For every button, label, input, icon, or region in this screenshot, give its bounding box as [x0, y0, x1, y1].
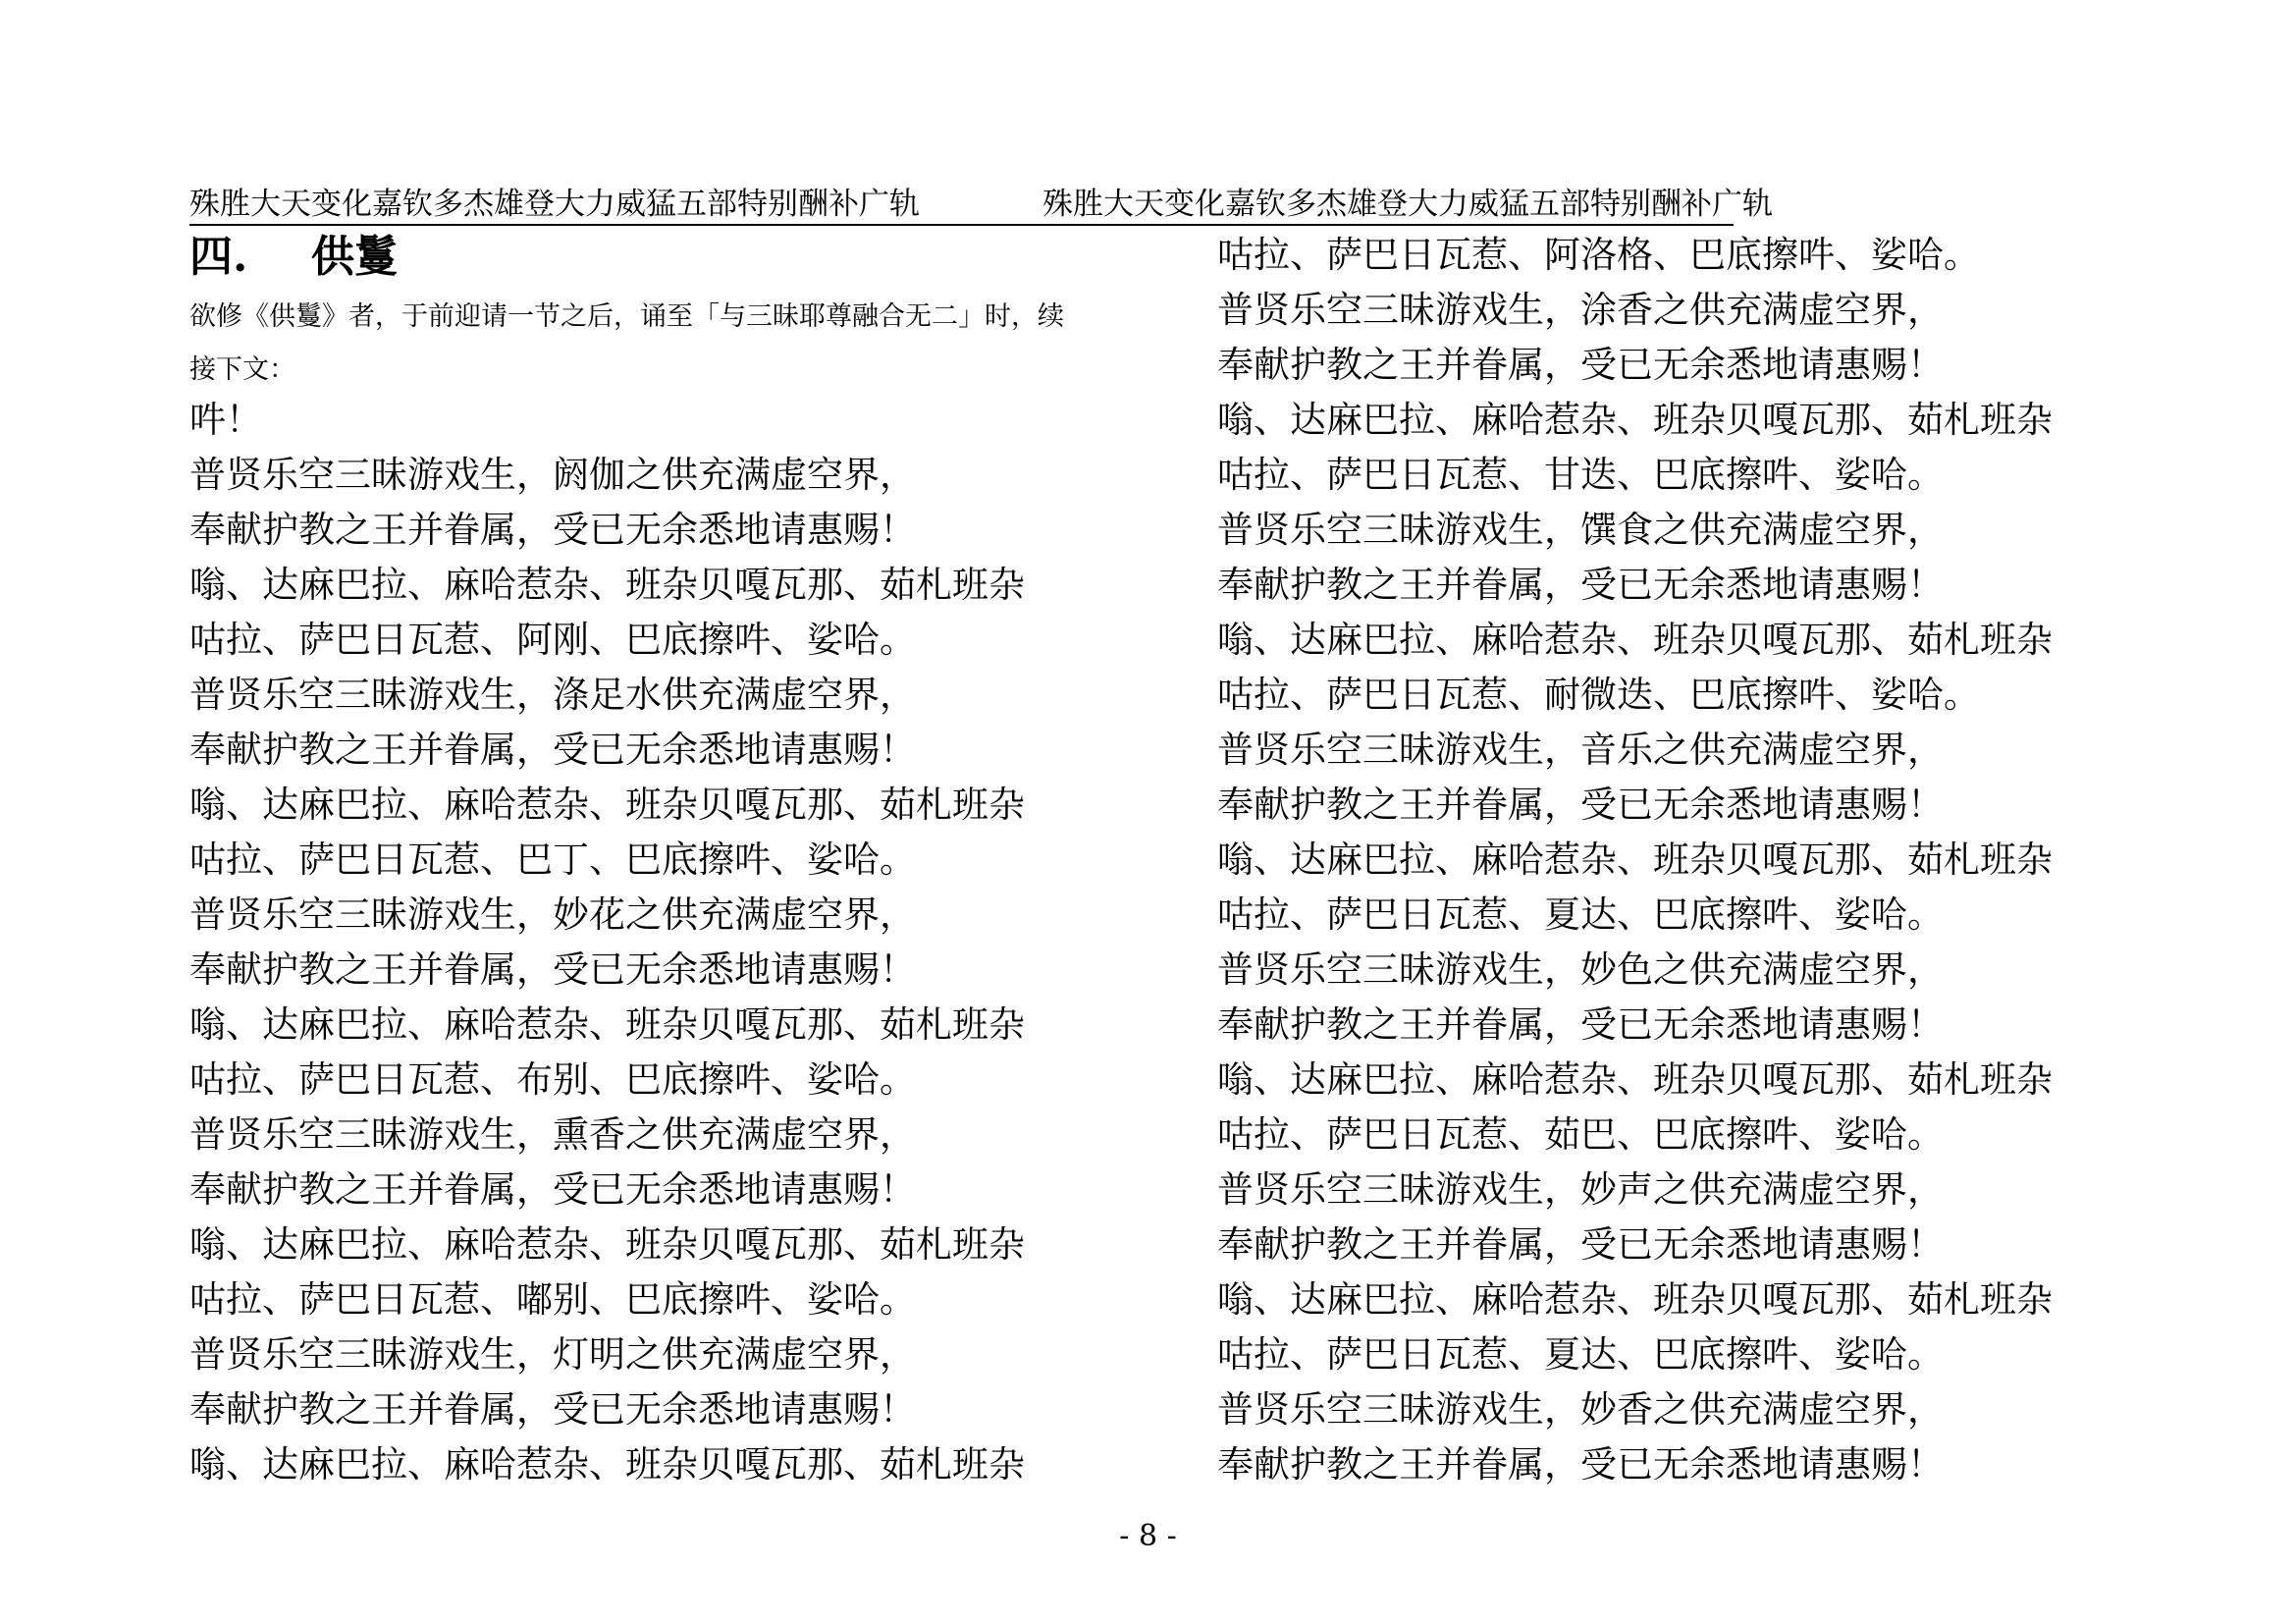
text-line: 咕拉、萨巴日瓦惹、茹巴、巴底擦吽、娑哈。 [1217, 1113, 1944, 1156]
text-line: 嗡、达麻巴拉、麻哈惹杂、班杂贝嘎瓦那、茹札班杂 [1217, 399, 2053, 441]
left-text-column [189, 393, 1025, 1492]
intro-line-2: 接下文： [189, 354, 295, 385]
text-line: 普贤乐空三昧游戏生，熏香之供充满虚空界， [189, 1113, 916, 1156]
section-number: 四. [189, 232, 248, 282]
intro-line-1: 欲修《供鬘》者，于前迎请一节之后，诵至「与三昧耶尊融合无二」时，续 [189, 301, 1064, 332]
text-line: 普贤乐空三昧游戏生，涂香之供充满虚空界， [1217, 289, 1944, 331]
text-line: 奉献护教之王并眷属，受已无余悉地请惠赐！ [189, 729, 916, 771]
text-line: 吽！ [189, 399, 262, 441]
text-line: 嗡、达麻巴拉、麻哈惹杂、班杂贝嘎瓦那、茹札班杂 [1217, 1058, 2053, 1101]
text-line: 咕拉、萨巴日瓦惹、夏达、巴底擦吽、娑哈。 [1217, 1333, 1944, 1376]
text-line: 咕拉、萨巴日瓦惹、阿刚、巴底擦吽、娑哈。 [189, 619, 916, 661]
text-line: 咕拉、萨巴日瓦惹、巴丁、巴底擦吽、娑哈。 [189, 839, 916, 881]
text-line: 咕拉、萨巴日瓦惹、夏达、巴底擦吽、娑哈。 [1217, 893, 1944, 936]
text-line: 奉献护教之王并眷属，受已无余悉地请惠赐！ [1217, 1223, 1944, 1266]
text-line: 奉献护教之王并眷属，受已无余悉地请惠赐！ [1217, 564, 1944, 606]
text-line: 嗡、达麻巴拉、麻哈惹杂、班杂贝嘎瓦那、茹札班杂 [1217, 619, 2053, 661]
text-line: 奉献护教之王并眷属，受已无余悉地请惠赐！ [189, 1168, 916, 1211]
text-line: 奉献护教之王并眷属，受已无余悉地请惠赐！ [189, 948, 916, 991]
text-line: 嗡、达麻巴拉、麻哈惹杂、班杂贝嘎瓦那、茹札班杂 [1217, 1278, 2053, 1321]
text-line: 嗡、达麻巴拉、麻哈惹杂、班杂贝嘎瓦那、茹札班杂 [1217, 839, 2053, 881]
text-line: 嗡、达麻巴拉、麻哈惹杂、班杂贝嘎瓦那、茹札班杂 [189, 1443, 1025, 1486]
text-line: 普贤乐空三昧游戏生，妙声之供充满虚空界， [1217, 1168, 1944, 1211]
text-line: 咕拉、萨巴日瓦惹、甘迭、巴底擦吽、娑哈。 [1217, 454, 1944, 496]
text-line: 奉献护教之王并眷属，受已无余悉地请惠赐！ [1217, 784, 1944, 826]
text-line: 咕拉、萨巴日瓦惹、布别、巴底擦吽、娑哈。 [189, 1058, 916, 1101]
page-number: - 8 - [1119, 1519, 1177, 1553]
right-text-column [1217, 228, 2053, 1492]
text-line: 奉献护教之王并眷属，受已无余悉地请惠赐！ [189, 1388, 916, 1431]
text-line: 普贤乐空三昧游戏生，妙花之供充满虚空界， [189, 893, 916, 936]
text-line: 普贤乐空三昧游戏生，灯明之供充满虚空界， [189, 1333, 916, 1376]
text-line: 普贤乐空三昧游戏生，音乐之供充满虚空界， [1217, 729, 1944, 771]
running-header-right: 殊胜大天变化嘉钦多杰雄登大力威猛五部特别酬补广轨 [1042, 187, 1773, 222]
text-line: 嗡、达麻巴拉、麻哈惹杂、班杂贝嘎瓦那、茹札班杂 [189, 1003, 1025, 1046]
text-line: 普贤乐空三昧游戏生，阏伽之供充满虚空界， [189, 454, 916, 496]
header-rule [189, 224, 1734, 226]
text-line: 咕拉、萨巴日瓦惹、嘟别、巴底擦吽、娑哈。 [189, 1278, 916, 1321]
text-line: 咕拉、萨巴日瓦惹、阿洛格、巴底擦吽、娑哈。 [1217, 234, 1980, 276]
text-line: 普贤乐空三昧游戏生，妙色之供充满虚空界， [1217, 948, 1944, 991]
text-line: 奉献护教之王并眷属，受已无余悉地请惠赐！ [189, 509, 916, 551]
text-line: 普贤乐空三昧游戏生，馔食之供充满虚空界， [1217, 509, 1944, 551]
section-heading [189, 228, 398, 287]
running-header-left: 殊胜大天变化嘉钦多杰雄登大力威猛五部特别酬补广轨 [189, 187, 920, 222]
text-line: 奉献护教之王并眷属，受已无余悉地请惠赐！ [1217, 1003, 1944, 1046]
text-line: 普贤乐空三昧游戏生，妙香之供充满虚空界， [1217, 1388, 1944, 1431]
text-line: 咕拉、萨巴日瓦惹、耐微迭、巴底擦吽、娑哈。 [1217, 674, 1980, 716]
text-line: 嗡、达麻巴拉、麻哈惹杂、班杂贝嘎瓦那、茹札班杂 [189, 1223, 1025, 1266]
text-line: 奉献护教之王并眷属，受已无余悉地请惠赐！ [1217, 344, 1944, 386]
text-line: 嗡、达麻巴拉、麻哈惹杂、班杂贝嘎瓦那、茹札班杂 [189, 784, 1025, 826]
text-line: 嗡、达麻巴拉、麻哈惹杂、班杂贝嘎瓦那、茹札班杂 [189, 564, 1025, 606]
text-line: 普贤乐空三昧游戏生，涤足水供充满虚空界， [189, 674, 916, 716]
section-title: 供鬘 [311, 232, 398, 282]
text-line: 奉献护教之王并眷属，受已无余悉地请惠赐！ [1217, 1443, 1944, 1486]
